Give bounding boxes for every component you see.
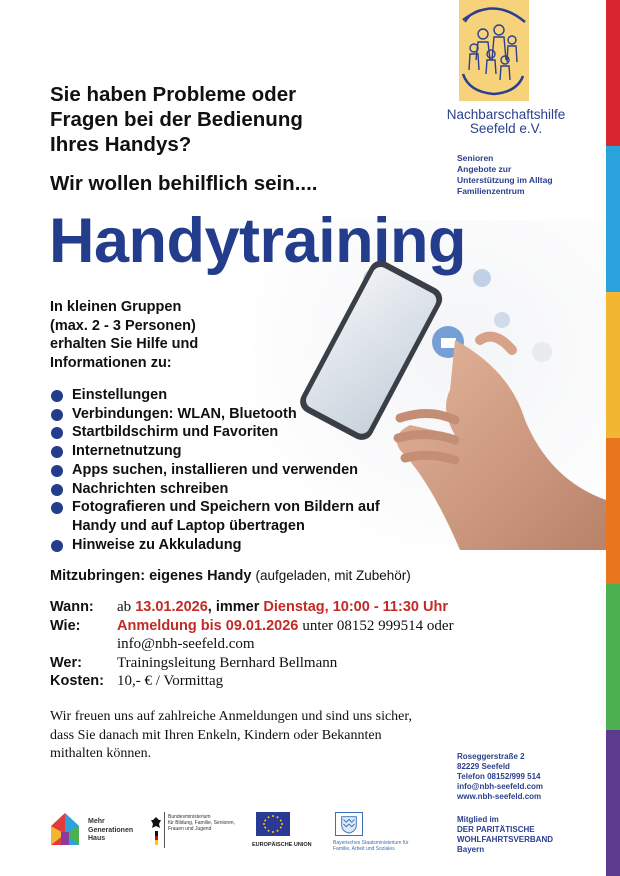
address-email[interactable]: info@nbh-seefeld.com — [457, 782, 544, 791]
address-block — [457, 752, 543, 802]
membership-line: WOHLFAHRTSVERBAND — [457, 835, 553, 844]
list-item — [50, 423, 470, 442]
topic-label: Nachrichten schreiben — [72, 480, 229, 497]
mgh-line: Mehr — [88, 818, 105, 825]
who-label: Wer: — [50, 654, 82, 671]
mgh-line: Generationen — [88, 826, 134, 834]
membership-line: Mitglied im — [457, 815, 499, 824]
bullet-icon — [51, 390, 63, 402]
german-flag-icon — [155, 831, 158, 845]
when-prefix: ab — [117, 599, 132, 615]
topic-label: Hinweise zu Akkuladung — [72, 536, 242, 553]
topic-label: Internetnutzung — [72, 443, 182, 460]
when-day-time: Dienstag, 10:00 - 11:30 Uhr — [263, 599, 448, 615]
eu-logo — [252, 812, 322, 856]
when-row — [50, 598, 490, 617]
list-item — [50, 405, 470, 424]
org-name-line1: Nachbarschaftshilfe — [446, 107, 566, 122]
question-line: Ihres Handys? — [50, 133, 192, 156]
bavaria-line: Familie, Arbeit und Soziales — [333, 846, 395, 852]
address-web[interactable]: www.nbh-seefeld.com — [457, 792, 542, 801]
topic-list — [50, 386, 470, 554]
hands-family-icon — [459, 0, 529, 101]
closing-line: Wir freuen uns auf zahlreiche Anmeldungen und sind uns sicher, — [50, 709, 412, 724]
event-details — [50, 598, 490, 691]
when-label: Wann: — [50, 599, 94, 615]
list-item — [50, 386, 470, 405]
who-row — [50, 654, 490, 673]
bullet-icon — [51, 446, 63, 458]
email-row — [50, 635, 490, 654]
mgh-line: Haus — [88, 835, 106, 842]
how-contact: unter 08152 999514 oder — [302, 617, 454, 634]
address-street: Roseggerstraße 2 — [457, 752, 525, 761]
org-logo — [459, 0, 529, 101]
how-row — [50, 617, 490, 636]
org-name — [441, 108, 571, 136]
bring-label: Mitzubringen: eigenes Handy — [50, 568, 252, 584]
stripe-red — [606, 0, 620, 146]
cost-row — [50, 672, 490, 691]
membership-line: DER PARITÄTISCHE — [457, 825, 535, 834]
question-line: Fragen bei der Bedienung — [50, 108, 303, 131]
intro-text — [50, 298, 250, 372]
question-heading — [50, 82, 370, 157]
bullet-icon — [51, 427, 63, 439]
stripe-purple — [606, 730, 620, 876]
stripe-orange — [606, 438, 620, 584]
bullet-icon — [51, 540, 63, 552]
federal-eagle-icon — [150, 816, 162, 830]
mehrgenerationenhaus-logo — [50, 812, 150, 848]
org-services — [457, 153, 553, 197]
intro-line: Informationen zu: — [50, 354, 172, 371]
membership-line: Bayern — [457, 845, 485, 854]
closing-line: mithalten können. — [50, 746, 152, 761]
colorful-house-icon — [50, 812, 80, 846]
list-item — [50, 480, 470, 499]
bavaria-crest-icon — [335, 812, 363, 836]
cost-label: Kosten: — [50, 673, 104, 689]
bullet-icon — [51, 502, 63, 514]
bring-along — [50, 568, 411, 584]
who-value: Trainingsleitung Bernhard Bellmann — [117, 654, 338, 671]
closing-text — [50, 708, 470, 764]
question-line: Sie haben Probleme oder — [50, 83, 297, 106]
bullet-icon — [51, 465, 63, 477]
contact-email[interactable]: info@nbh-seefeld.com — [117, 636, 255, 652]
stripe-green — [606, 584, 620, 730]
service-item: Familienzentrum — [457, 186, 525, 196]
topic-label: Einstellungen — [72, 387, 168, 403]
registration-deadline: Anmeldung bis 09.01.2026 — [117, 617, 299, 634]
color-stripe — [606, 0, 620, 876]
address-city: 82229 Seefeld — [457, 762, 510, 771]
topic-label: Startbildschirm und Favoriten — [72, 424, 279, 441]
ministry-line: Bundesministerium — [168, 814, 211, 820]
bullet-icon — [51, 409, 63, 421]
topic-label: Verbindungen: WLAN, Bluetooth — [72, 405, 297, 422]
when-date: 13.01.2026 — [135, 599, 208, 615]
address-phone: Telefon 08152/999 514 — [457, 772, 541, 781]
ministry-logo — [150, 812, 245, 852]
membership-block — [457, 815, 553, 855]
how-label: Wie: — [50, 617, 81, 634]
bavaria-ministry-logo — [333, 812, 428, 856]
bullet-icon — [51, 484, 63, 496]
list-item — [50, 442, 470, 461]
help-heading: Wir wollen behilflich sein.... — [50, 172, 318, 195]
eu-flag-icon — [256, 812, 290, 836]
eu-label: EUROPÄISCHE UNION — [252, 842, 312, 848]
list-item — [50, 498, 410, 535]
topic-label: Apps suchen, installieren und verwenden — [72, 461, 359, 478]
service-item: Angebote zur — [457, 164, 512, 174]
bavaria-line: Bayerisches Staatsministerium für — [333, 840, 409, 846]
intro-line: (max. 2 - 3 Personen) — [50, 317, 196, 334]
list-item — [50, 536, 470, 555]
service-item: Senioren — [457, 153, 494, 163]
stripe-yellow — [606, 292, 620, 438]
topic-label: Fotografieren und Speichern von Bildern auf Handy und auf Laptop übertragen — [72, 499, 380, 534]
closing-line: dass Sie danach mit Ihren Enkeln, Kindern oder Bekannten — [50, 727, 382, 743]
cost-value: 10,- € / Vormittag — [117, 673, 224, 689]
page-title: Handytraining — [49, 206, 467, 276]
list-item — [50, 461, 470, 480]
intro-line: erhalten Sie Hilfe und — [50, 336, 199, 352]
ministry-line: Frauen und Jugend — [168, 826, 212, 832]
intro-line: In kleinen Gruppen — [50, 299, 182, 315]
ministry-line: für Bildung, Familie, Senioren, — [168, 820, 235, 826]
when-mid: , immer — [207, 599, 260, 615]
bring-note: (aufgeladen, mit Zubehör) — [255, 568, 411, 583]
org-name-line2: Seefeld e.V. — [469, 121, 543, 136]
stripe-blue — [606, 146, 620, 292]
service-item: Unterstützung im Alltag — [457, 175, 553, 185]
